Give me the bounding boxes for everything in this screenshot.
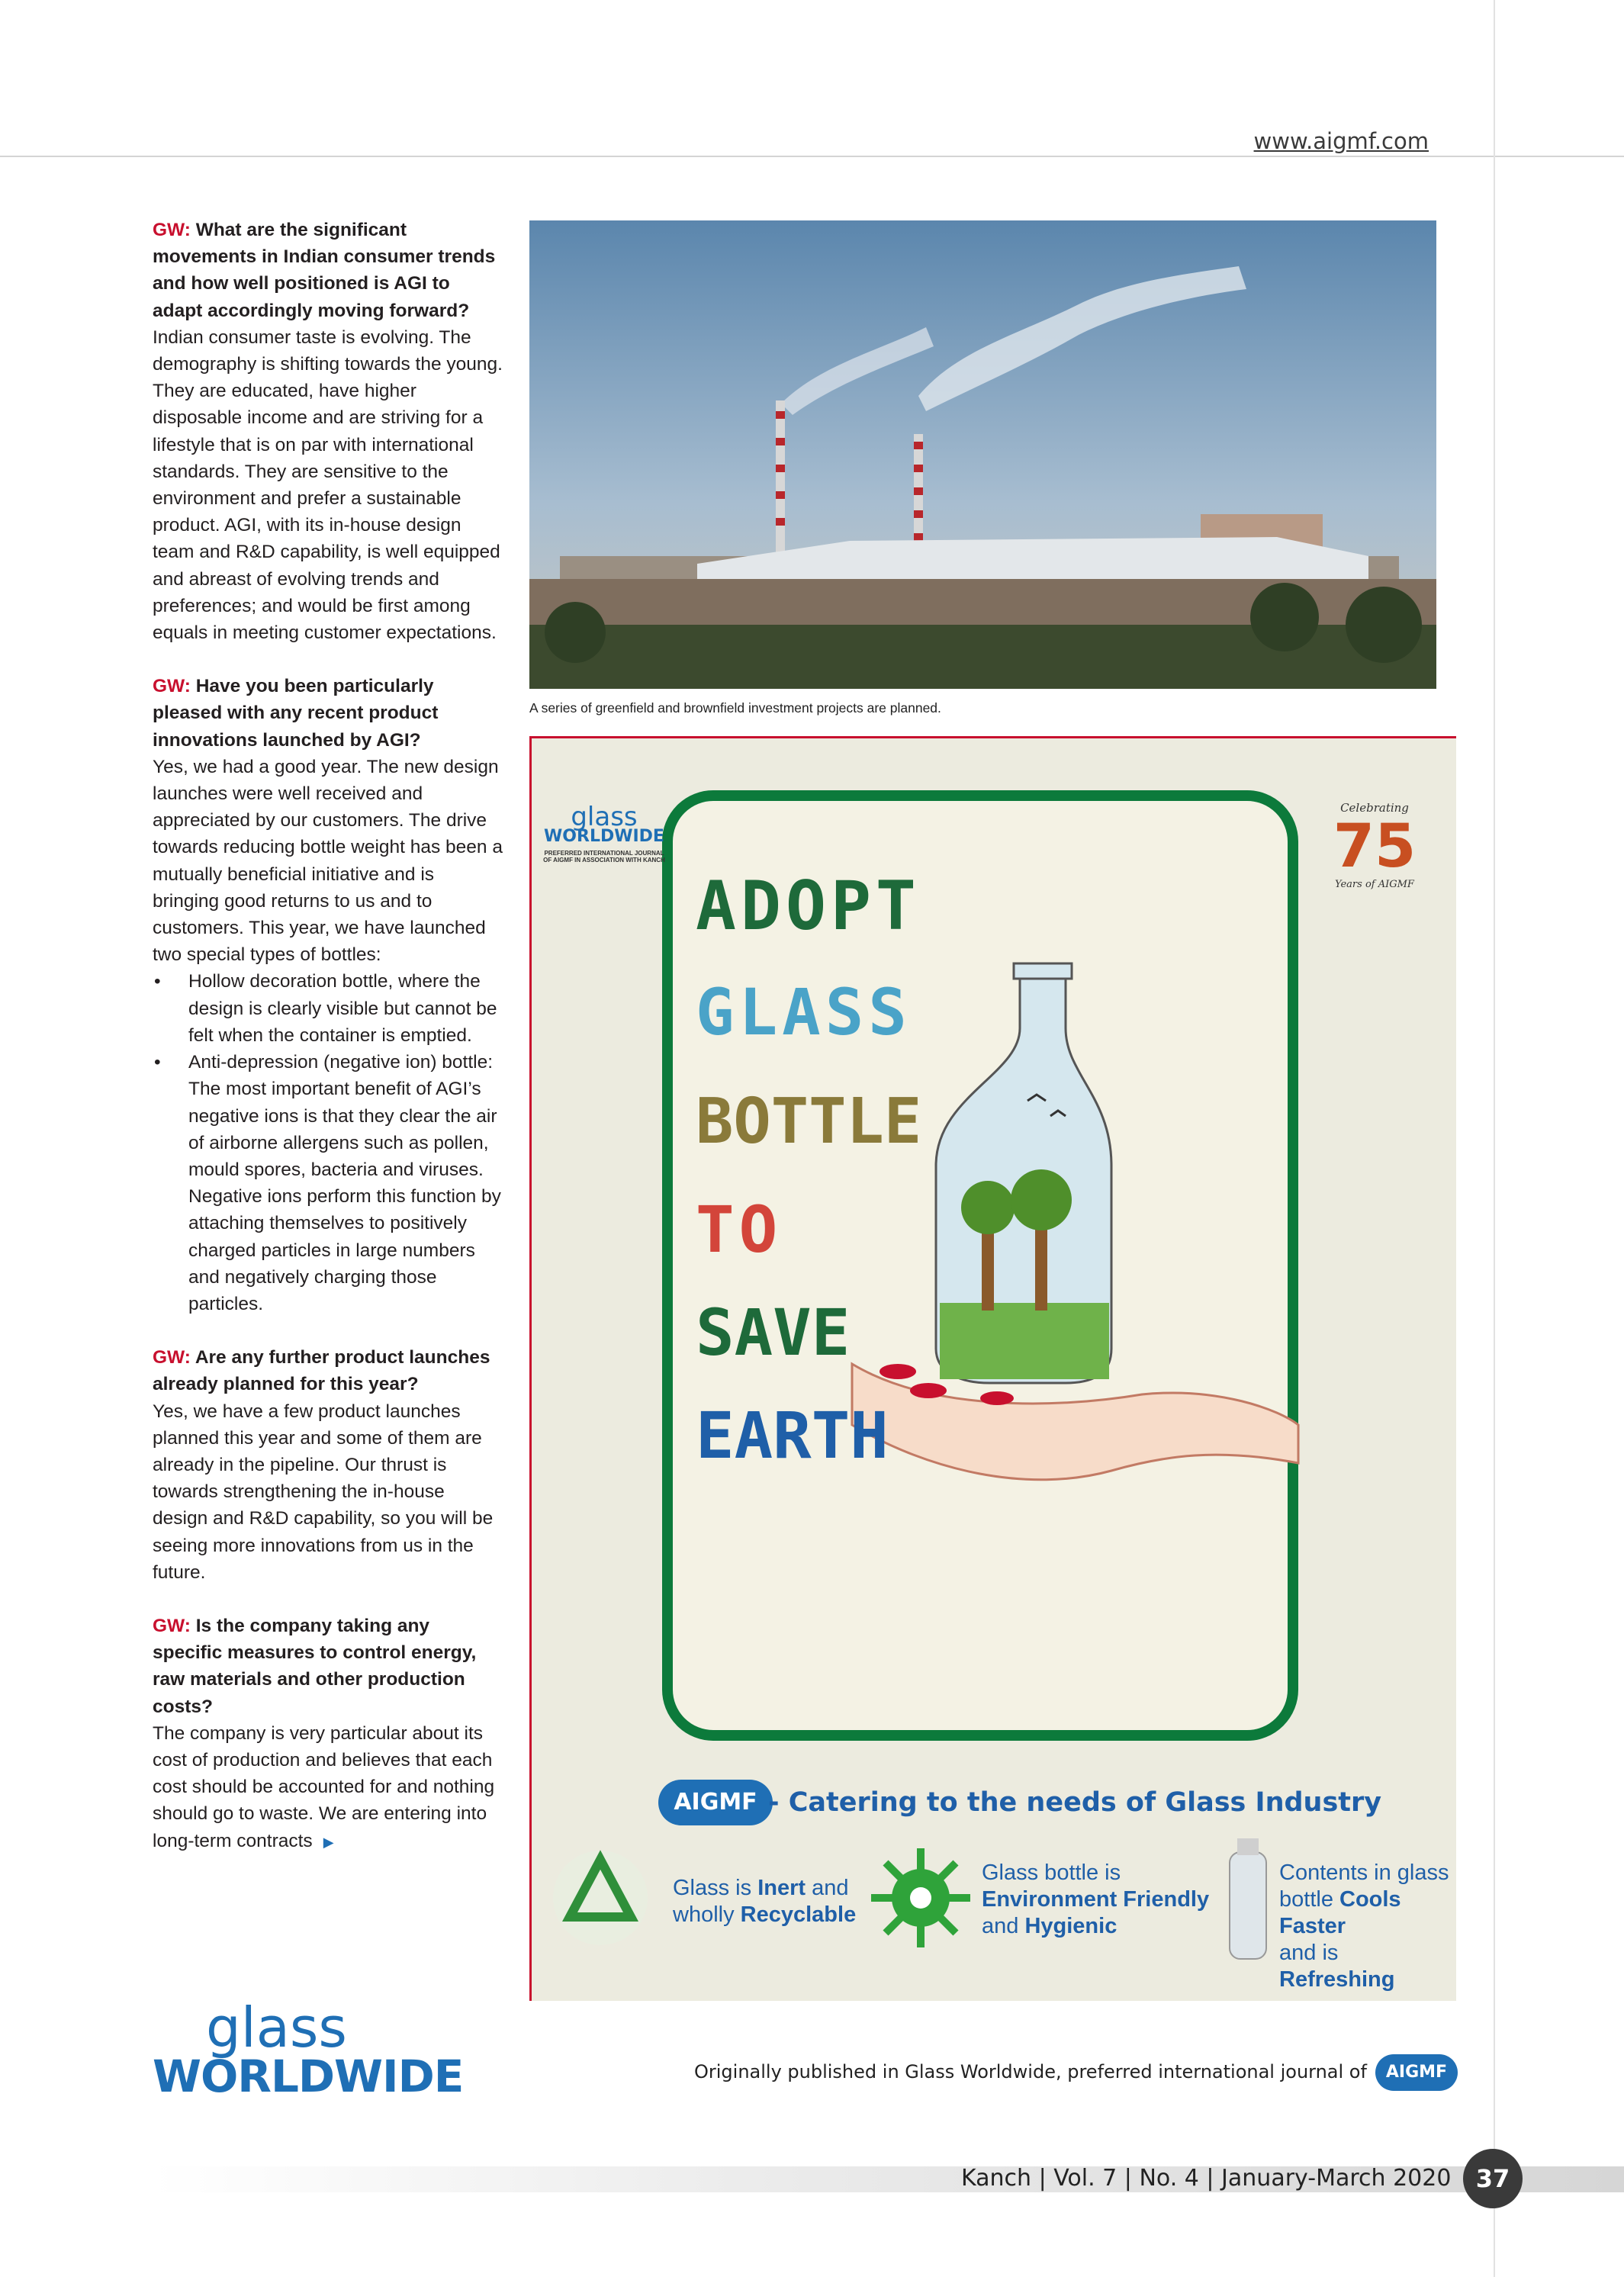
footer-issue: Kanch | Vol. 7 | No. 4 | January-March 2020 bbox=[961, 2165, 1452, 2192]
answer-4: The company is very particular about its cost of production and believes that each cost should be accounted for and nothing should go to waste. We are entering into long-term contracts ▶ bbox=[153, 1722, 495, 1851]
question-1: GW: What are the significant movements in Indian consumer trends and how well positioned is AGI to adapt accordingly moving forward? bbox=[153, 220, 496, 321]
feature-environment-friendly: Glass bottle is Environment Friendly and Hygienic bbox=[982, 1861, 1210, 1938]
right-margin-rule bbox=[1494, 0, 1495, 2277]
photo-caption: A series of greenfield and brownfield investment projects are planned. bbox=[529, 700, 941, 716]
slogan-word-earth: EARTH bbox=[696, 1398, 889, 1473]
feature-cools-faster: Contents in glass bottle Cools Faster and is Refreshing bbox=[1279, 1861, 1449, 1992]
aigmf-badge: AIGMF bbox=[658, 1780, 773, 1825]
glass-worldwide-small-logo: glass WORLDWIDE PREFERRED INTERNATIONAL JOURNAL OF AIGMF IN ASSOCIATION WITH KANCH bbox=[543, 802, 665, 864]
answer-3: Yes, we have a few product launches planned this year and some of them are already in the pipeline. Our thrust is towards strengthening the in-house design and R&D capability, so you will be seeing more innovations from us in the future. bbox=[153, 1401, 494, 1583]
answer-2: Yes, we had a good year. The new design launches were well received and appreciated by our customers. The drive towards reducing bottle weight has been a mutually beneficial initiative and is bringing good returns to us and to customers. This year, we have launched two special types of bottles: bbox=[153, 756, 503, 966]
aigmf-logo: AIGMF bbox=[1375, 2054, 1458, 2091]
slogan-word-to: TO bbox=[696, 1192, 783, 1267]
question-4: GW: Is the company taking any specific measures to control energy, raw materials and other production costs? bbox=[153, 1615, 477, 1717]
continue-arrow-icon: ▶ bbox=[323, 1834, 334, 1850]
bottle-types-list bbox=[153, 968, 503, 1317]
answer-1: Indian consumer taste is evolving. The demography is shifting towards the young. They are educated, have higher disposable income and are striving for a lifestyle that is on par with international standards. They are sensitive to the environment and prefer a sustainable product. AGI, with its in-house design team and R&D capability, is well equipped and abreast of evolving trends and preferences; and would be first among equals in meeting customer expectations. bbox=[153, 326, 503, 644]
page-number: 37 bbox=[1463, 2149, 1523, 2208]
aigmf-tagline: - Catering to the needs of Glass Industry bbox=[768, 1787, 1382, 1818]
article-column bbox=[153, 217, 503, 1856]
header-rule bbox=[0, 156, 1624, 157]
glass-worldwide-logo: glass WORLDWIDE bbox=[153, 1996, 464, 2102]
list-item: • Anti-depression (negative ion) bottle: The most important benefit of AGI’s negative ions is that they clear the air of airborne allergens such as pollen, mould spores, bacteria and viruses. Negative ions perform this function by attaching themselves to positively charged particles in large numbers and negatively charging those particles. bbox=[153, 1049, 503, 1317]
factory-photo bbox=[529, 220, 1436, 689]
slogan-word-glass: GLASS bbox=[696, 975, 912, 1050]
question-2: GW: Have you been particularly pleased with any recent product innovations launched by AGI? bbox=[153, 676, 439, 751]
list-item: • Hollow decoration bottle, where the design is clearly visible but cannot be felt when the container is emptied. bbox=[153, 968, 503, 1049]
slogan-word-adopt: ADOPT bbox=[696, 867, 921, 945]
published-note: Originally published in Glass Worldwide, preferred international journal of bbox=[694, 2061, 1367, 2082]
celebrating-75-logo: Celebrating 75 Years of AIGMF bbox=[1333, 801, 1417, 890]
question-3: GW: Are any further product launches already planned for this year? bbox=[153, 1347, 490, 1395]
site-url-link[interactable]: www.aigmf.com bbox=[1253, 128, 1429, 154]
feature-recyclable: Glass is Inert and wholly Recyclable bbox=[673, 1876, 857, 1927]
adopt-glass-poster bbox=[529, 736, 1456, 2001]
slogan-word-save: SAVE bbox=[696, 1295, 851, 1370]
slogan-word-bottle: BOTTLE bbox=[696, 1085, 922, 1158]
